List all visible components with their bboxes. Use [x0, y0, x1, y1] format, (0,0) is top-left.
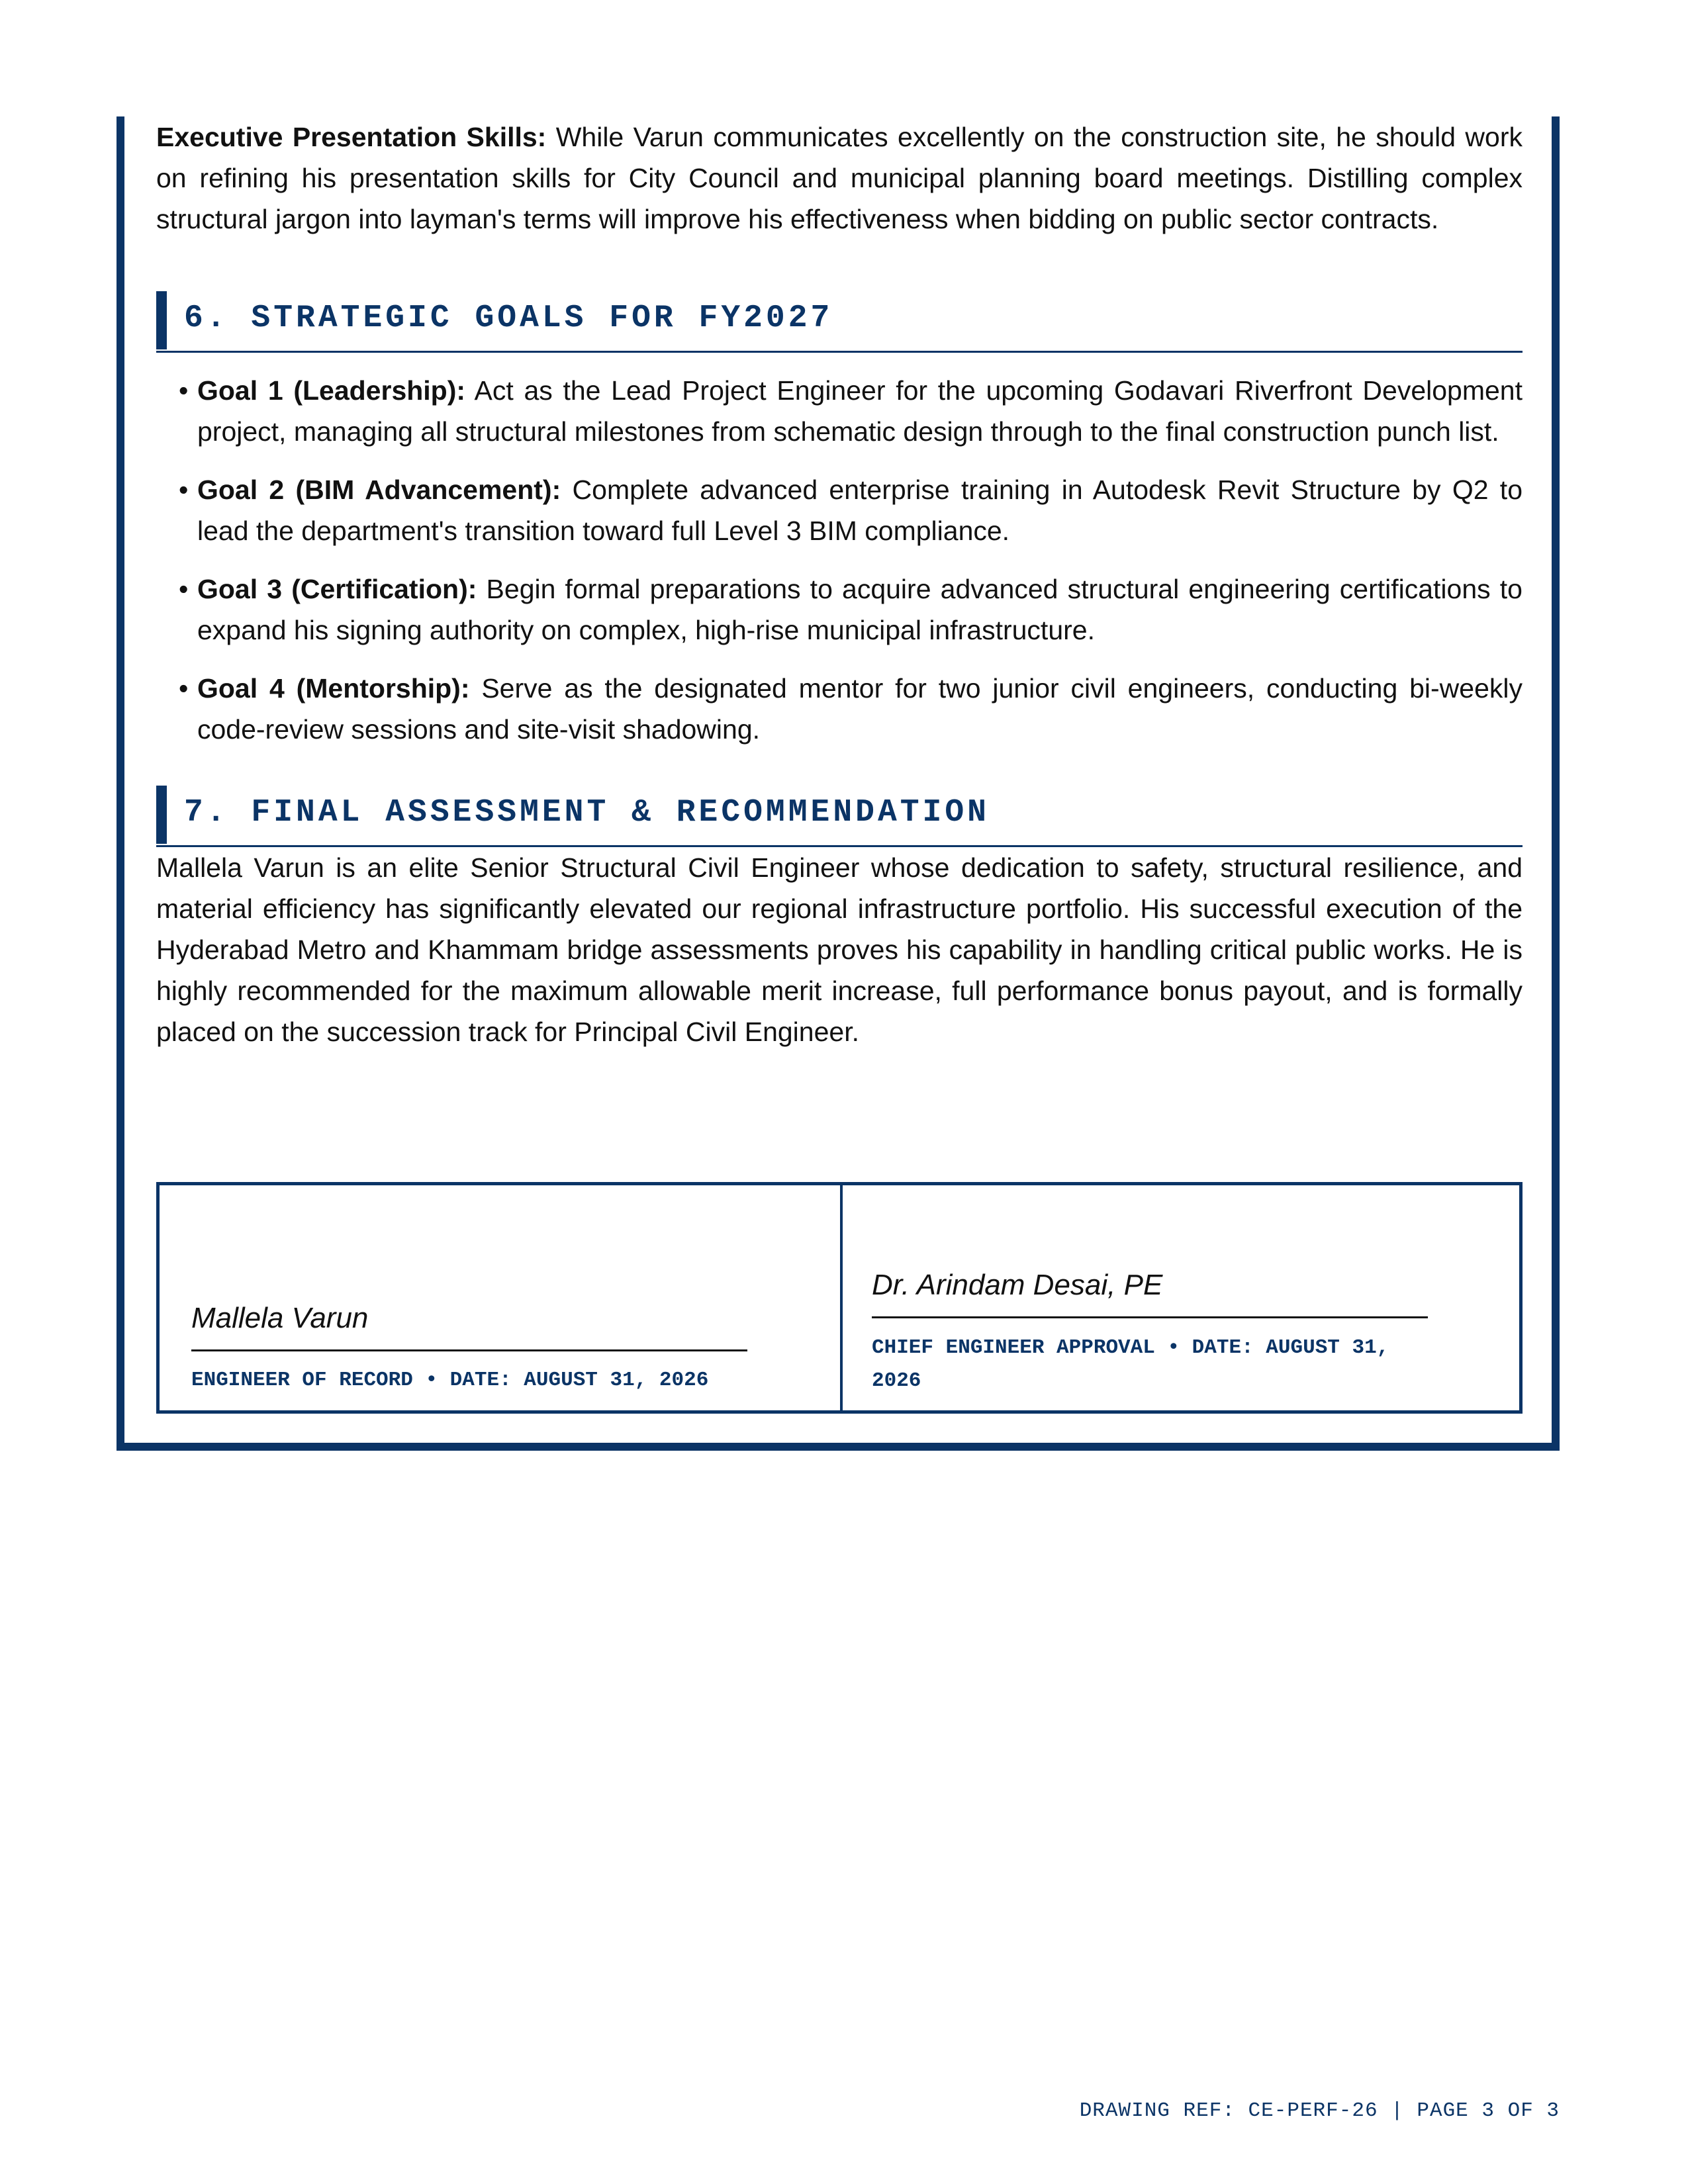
bullet: • — [179, 673, 189, 704]
bullet: • — [179, 574, 189, 604]
section-7-heading — [156, 786, 1523, 847]
section-6-heading — [156, 291, 1523, 353]
goal-label: Goal 3 (Certification): — [197, 574, 477, 604]
section-marker — [156, 786, 167, 844]
goal-label: Goal 1 (Leadership): — [197, 375, 466, 406]
approver-signature — [872, 1185, 1428, 1410]
signature-divider — [840, 1185, 843, 1410]
list-item — [156, 469, 1523, 551]
list-item — [156, 569, 1523, 651]
engineer-caption: ENGINEER OF RECORD • DATE: AUGUST 31, 2026 — [191, 1369, 709, 1392]
approver-name: Dr. Arindam Desai, PE — [872, 1269, 1163, 1301]
list-item — [156, 668, 1523, 750]
list-item — [156, 370, 1523, 452]
section-7-title: 7. FINAL ASSESSMENT & RECOMMENDATION — [184, 795, 990, 831]
signature-line — [191, 1349, 747, 1351]
goal-label: Goal 2 (BIM Advancement): — [197, 475, 561, 505]
goal-text: Complete advanced enterprise training in Autodesk Revit Structure by Q2 to lead the department's transition toward full Level 3 BIM compliance. — [197, 475, 1523, 546]
bullet: • — [179, 375, 189, 406]
page-content — [156, 116, 1523, 1052]
presentation-skills-note — [156, 116, 1523, 240]
bullet: • — [179, 475, 189, 505]
goal-text: Serve as the designated mentor for two junior civil engineers, conducting bi-weekly code-review sessions and site-visit shadowing. — [197, 673, 1523, 745]
goals-list — [156, 370, 1523, 750]
engineer-signature — [191, 1185, 747, 1410]
presentation-skills-text: While Varun communicates excellently on the construction site, he should work on refining his presentation skills for City Council and municipal planning board meetings. Distilling complex structural jargon into layman's terms will improve his effectiveness when bidding on public sector contracts. — [156, 122, 1523, 234]
engineer-name: Mallela Varun — [191, 1302, 369, 1334]
approver-caption: CHIEF ENGINEER APPROVAL • DATE: AUGUST 31, 2026 — [872, 1336, 1389, 1392]
section-marker — [156, 291, 167, 349]
goal-text: Begin formal preparations to acquire advanced structural engineering certifications to expand his signing authority on complex, high-rise municipal infrastructure. — [197, 574, 1523, 645]
section-6-title: 6. STRATEGIC GOALS FOR FY2027 — [184, 300, 833, 336]
signature-block — [156, 1182, 1523, 1414]
presentation-skills-label: Executive Presentation Skills: — [156, 122, 547, 152]
goal-text: Act as the Lead Project Engineer for the upcoming Godavari Riverfront Development project, managing all structural milestones from schematic design through to the final construction punch list. — [197, 375, 1523, 447]
page-footer: DRAWING REF: CE-PERF-26 | PAGE 3 OF 3 — [1079, 2099, 1560, 2122]
final-assessment-text: Mallela Varun is an elite Senior Structural Civil Engineer whose dedication to safety, structural resilience, and material efficiency has significantly elevated our regional infrastructure portfolio. His successful execution of the Hyderabad Metro and Khammam bridge assessments proves his capability in handling critical public works. He is highly recommended for the maximum allowable merit increase, full performance bonus payout, and is formally placed on the succession track for Principal Civil Engineer. — [156, 852, 1523, 1047]
goal-label: Goal 4 (Mentorship): — [197, 673, 470, 704]
signature-line — [872, 1316, 1428, 1318]
